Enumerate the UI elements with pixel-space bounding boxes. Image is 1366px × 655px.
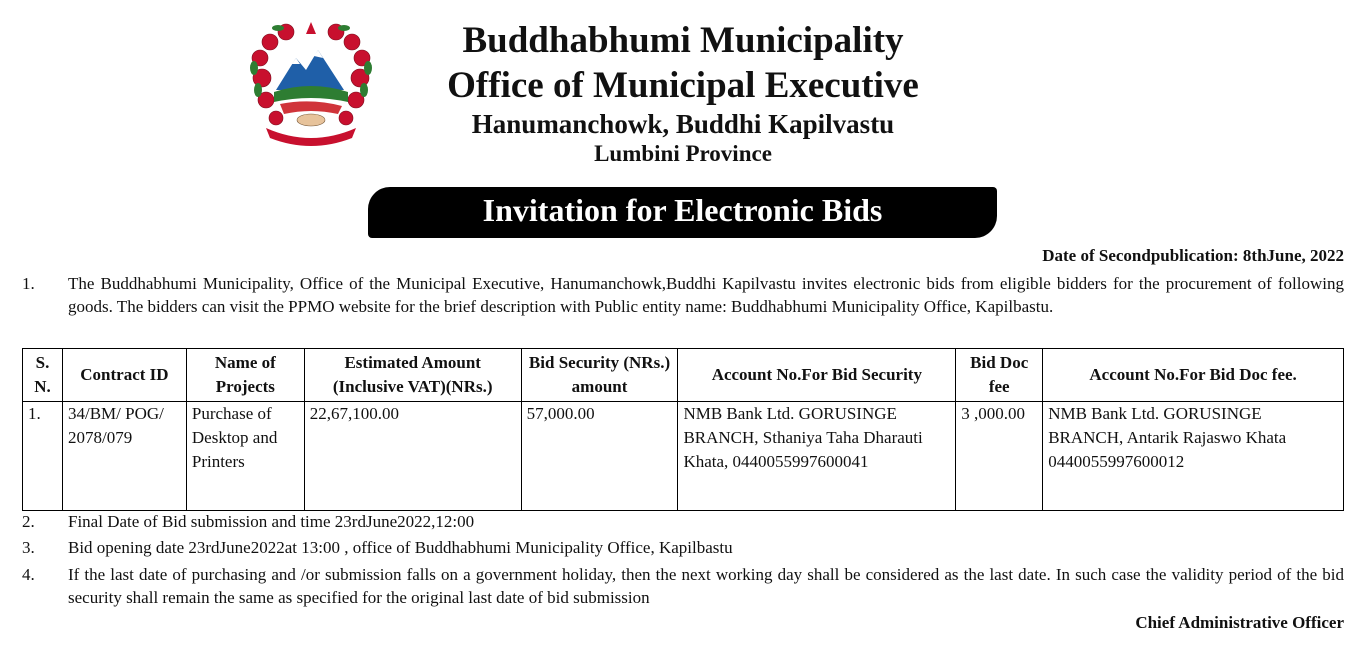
cell-account-bid-doc-fee: NMB Bank Ltd. GORUSINGE BRANCH, Antarik Rajaswo Khata 0440055997600012 [1043,402,1344,511]
cell-bid-security: 57,000.00 [521,402,678,511]
header-sn: S. N. [23,349,63,402]
paragraph-2 [22,510,1344,533]
paragraph-3 [22,536,1344,559]
cell-account-bid-security: NMB Bank Ltd. GORUSINGE BRANCH, Sthaniya Taha Dharauti Khata, 0440055997600041 [678,402,956,511]
publication-date: Date of Secondpublication: 8thJune, 2022 [1042,246,1344,265]
header-bid-security: Bid Security (NRs.) amount [521,349,678,402]
cell-contract-id: 34/BM/ POG/ 2078/079 [62,402,186,511]
paragraph-text: Bid opening date 23rdJune2022at 13:00 , office of Buddhabhumi Municipality Office, Kapilbastu [68,538,733,557]
cell-estimated-amount: 22,67,100.00 [304,402,521,511]
paragraph-text: The Buddhabhumi Municipality, Office of the Municipal Executive, Hanumanchowk,Buddhi Kapilvastu invites electronic bids from eligible bidders for the procurement of following goods. The bidders can visit the PPMO website for the brief description with Public entity name: Buddhabhumi Municipality Office, Kapilbastu. [68,274,1344,316]
paragraph-number: 1. [22,274,35,293]
table-row [23,402,1344,511]
notice-title: Invitation for Electronic Bids [368,187,997,238]
bid-table [22,348,1344,511]
paragraph-number: 4. [22,565,35,584]
cell-sn: 1. [23,402,63,511]
paragraph-number: 2. [22,512,35,531]
header-account-bid-security: Account No.For Bid Security [678,349,956,402]
office-name: Office of Municipal Executive [447,65,919,106]
cell-project-name: Purchase of Desktop and Printers [186,402,304,511]
office-header [380,18,986,168]
cell-bid-doc-fee: 3 ,000.00 [956,402,1043,511]
signature-title: Chief Administrative Officer [1135,613,1344,632]
header-name-of-projects: Name of Projects [186,349,304,402]
header-contract-id: Contract ID [62,349,186,402]
paragraph-number: 3. [22,538,35,557]
header-bid-doc-fee: Bid Doc fee [956,349,1043,402]
office-address: Hanumanchowk, Buddhi Kapilvastu [471,109,895,139]
paragraph-1 [22,272,1344,318]
nepal-emblem-icon [240,20,382,148]
paragraph-text: Final Date of Bid submission and time 23rdJune2022,12:00 [68,512,475,531]
province-name: Lumbini Province [594,141,772,166]
municipality-name: Buddhabhumi Municipality [462,20,904,61]
paragraph-text: If the last date of purchasing and /or submission falls on a government holiday, then the next working day shall be considered as the last date. In such case the validity period of the bid security shall remain the same as specified for the original last date of bid submission [68,565,1344,607]
paragraph-4 [22,563,1344,609]
table-header-row [23,349,1344,402]
header-estimated-amount: Estimated Amount (Inclusive VAT)(NRs.) [304,349,521,402]
header-account-bid-doc-fee: Account No.For Bid Doc fee. [1043,349,1344,402]
